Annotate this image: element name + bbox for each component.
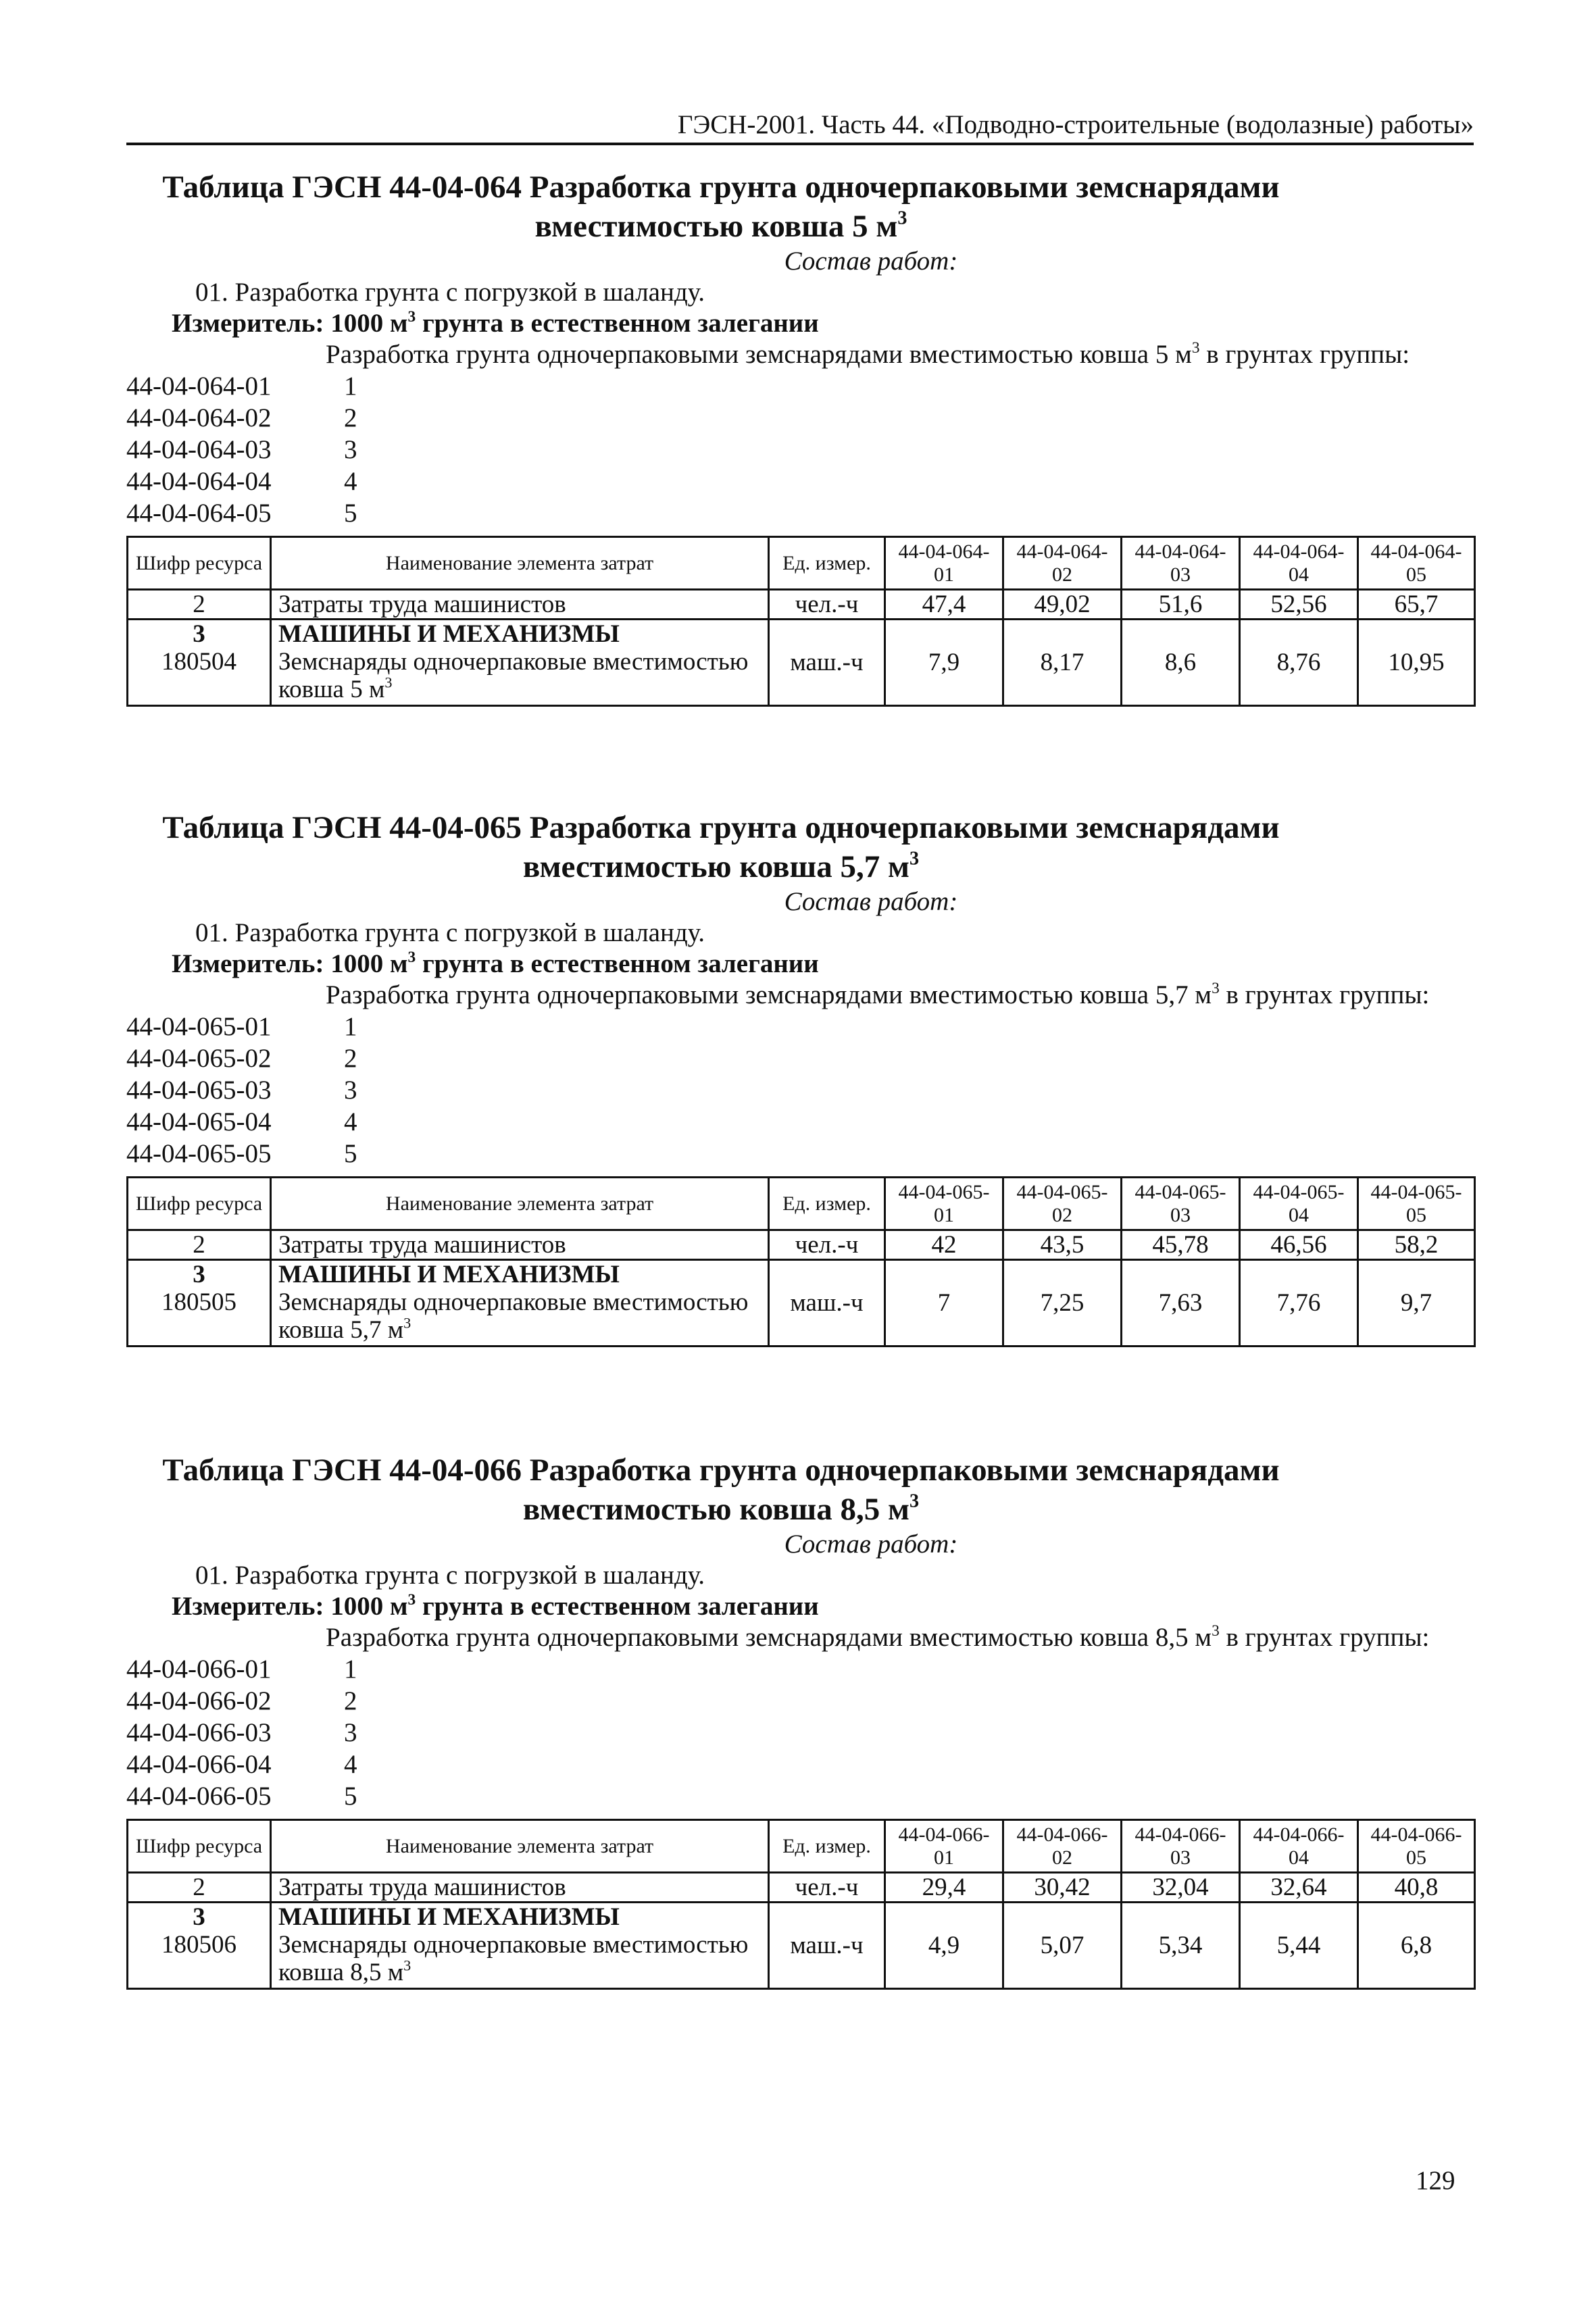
table-header-row	[128, 1820, 1475, 1873]
work-item: 01. Разработка грунта с погрузкой в шаланду.	[195, 918, 705, 947]
resource-table	[126, 536, 1476, 707]
norm-code-row: 44-04-066-05 5	[126, 1782, 357, 1811]
norm-table-section	[126, 1451, 1481, 1990]
header-unit: Ед. измер.	[769, 1178, 885, 1230]
norm-code-list	[126, 1653, 1481, 1812]
header-norm: 44-04-064-01	[885, 537, 1003, 590]
header-name: Наименование элемента затрат	[271, 1178, 769, 1230]
table-row: 2 Затраты труда машинистов чел.-ч 47,4 49,02 51,6 52,56 65,7	[128, 590, 1475, 620]
norm-code-row: 44-04-065-02 2	[126, 1044, 357, 1073]
meter-line: Измеритель: 1000 $м^3$ грунта в естественном залегании	[172, 1590, 819, 1621]
norm-code-list	[126, 1011, 1481, 1169]
work-item: 01. Разработка грунта с погрузкой в шаланду.	[195, 1561, 705, 1590]
meter-line: Измеритель: 1000 $м^3$ грунта в естественном залегании	[172, 948, 819, 978]
norm-code-row: 44-04-064-03 3	[126, 435, 357, 464]
header-norm: 44-04-065-02	[1003, 1178, 1122, 1230]
norm-table-section	[126, 168, 1481, 707]
header-norm: 44-04-064-02	[1003, 537, 1122, 590]
table-row: 3 180504 МАШИНЫ И МЕХАНИЗМЫ Земснаряды одночерпаковые вместимостью ковша 5 $м^3$ маш.-ч 7,9 8,17 8,6 8,76 10,95	[128, 620, 1475, 706]
section-title: Таблица ГЭСН 44-04-066 Разработка грунта одночерпаковыми земснарядами вместимостью ковша 8,5 $м^3$	[162, 1453, 1280, 1527]
composition-label: Состав работ:	[784, 887, 958, 916]
table-header-row	[128, 1178, 1475, 1230]
composition-label: Состав работ:	[784, 1530, 958, 1559]
table-header-row	[128, 537, 1475, 590]
norm-code-row: 44-04-064-04 4	[126, 467, 357, 496]
norm-description: Разработка грунта одночерпаковыми земснарядами вместимостью ковша 8,5 $м^3$ в грунтах группы:	[326, 1621, 1430, 1652]
norm-code-row: 44-04-064-01 1	[126, 372, 357, 401]
header-unit: Ед. измер.	[769, 1820, 885, 1873]
header-norm: 44-04-065-01	[885, 1178, 1003, 1230]
table-row: 3 180505 МАШИНЫ И МЕХАНИЗМЫ Земснаряды одночерпаковые вместимостью ковша 5,7 $м^3$ маш.-ч 7 7,25 7,63 7,76 9,7	[128, 1260, 1475, 1347]
section-title: Таблица ГЭСН 44-04-065 Разработка грунта одночерпаковыми земснарядами вместимостью ковша 5,7 $м^3$	[162, 810, 1280, 884]
header-unit: Ед. измер.	[769, 537, 885, 590]
header-code: Шифр ресурса	[128, 537, 271, 590]
norm-code-row: 44-04-066-04 4	[126, 1750, 357, 1779]
header-rule	[126, 143, 1474, 145]
header-norm: 44-04-066-01	[885, 1820, 1003, 1873]
norm-code-row: 44-04-066-01 1	[126, 1655, 357, 1684]
norm-code-row: 44-04-064-05 5	[126, 499, 357, 528]
header-norm: 44-04-065-04	[1240, 1178, 1358, 1230]
header-name: Наименование элемента затрат	[271, 1820, 769, 1873]
norm-table-section	[126, 808, 1481, 1347]
norm-code-row: 44-04-066-03 3	[126, 1718, 357, 1747]
meter-line: Измеритель: 1000 $м^3$ грунта в естественном залегании	[172, 307, 819, 338]
header-norm: 44-04-066-05	[1358, 1820, 1475, 1873]
header-code: Шифр ресурса	[128, 1178, 271, 1230]
norm-description: Разработка грунта одночерпаковыми земснарядами вместимостью ковша 5,7 $м^3$ в грунтах группы:	[326, 979, 1430, 1009]
composition-label: Состав работ:	[784, 247, 958, 276]
norm-code-row: 44-04-066-02 2	[126, 1686, 357, 1715]
table-row: 2 Затраты труда машинистов чел.-ч 42 43,5 45,78 46,56 58,2	[128, 1230, 1475, 1260]
resource-table	[126, 1819, 1476, 1990]
header-norm: 44-04-064-03	[1122, 537, 1240, 590]
table-row: 3 180506 МАШИНЫ И МЕХАНИЗМЫ Земснаряды одночерпаковые вместимостью ковша 8,5 $м^3$ маш.-ч 4,9 5,07 5,34 5,44 6,8	[128, 1903, 1475, 1989]
running-header: ГЭСН-2001. Часть 44. «Подводно-строительные (водолазные) работы»	[677, 110, 1474, 139]
norm-code-row: 44-04-065-01 1	[126, 1012, 357, 1041]
norm-code-row: 44-04-065-04 4	[126, 1107, 357, 1136]
header-norm: 44-04-066-02	[1003, 1820, 1122, 1873]
resource-table	[126, 1176, 1476, 1347]
section-title: Таблица ГЭСН 44-04-064 Разработка грунта одночерпаковыми земснарядами вместимостью ковша 5 $м^3$	[162, 170, 1280, 244]
header-norm: 44-04-066-03	[1122, 1820, 1240, 1873]
page-number: 129	[1416, 2166, 1455, 2195]
header-norm: 44-04-065-05	[1358, 1178, 1475, 1230]
header-norm: 44-04-064-04	[1240, 537, 1358, 590]
header-norm: 44-04-066-04	[1240, 1820, 1358, 1873]
norm-code-row: 44-04-065-05 5	[126, 1139, 357, 1168]
header-code: Шифр ресурса	[128, 1820, 271, 1873]
header-norm: 44-04-064-05	[1358, 537, 1475, 590]
norm-code-row: 44-04-064-02 2	[126, 403, 357, 432]
header-name: Наименование элемента затрат	[271, 537, 769, 590]
header-norm: 44-04-065-03	[1122, 1178, 1240, 1230]
norm-code-row: 44-04-065-03 3	[126, 1076, 357, 1105]
norm-description: Разработка грунта одночерпаковыми земснарядами вместимостью ковша 5 $м^3$ в грунтах группы:	[326, 338, 1410, 369]
table-row: 2 Затраты труда машинистов чел.-ч 29,4 30,42 32,04 32,64 40,8	[128, 1873, 1475, 1903]
norm-code-list	[126, 370, 1481, 529]
work-item: 01. Разработка грунта с погрузкой в шаланду.	[195, 278, 705, 307]
